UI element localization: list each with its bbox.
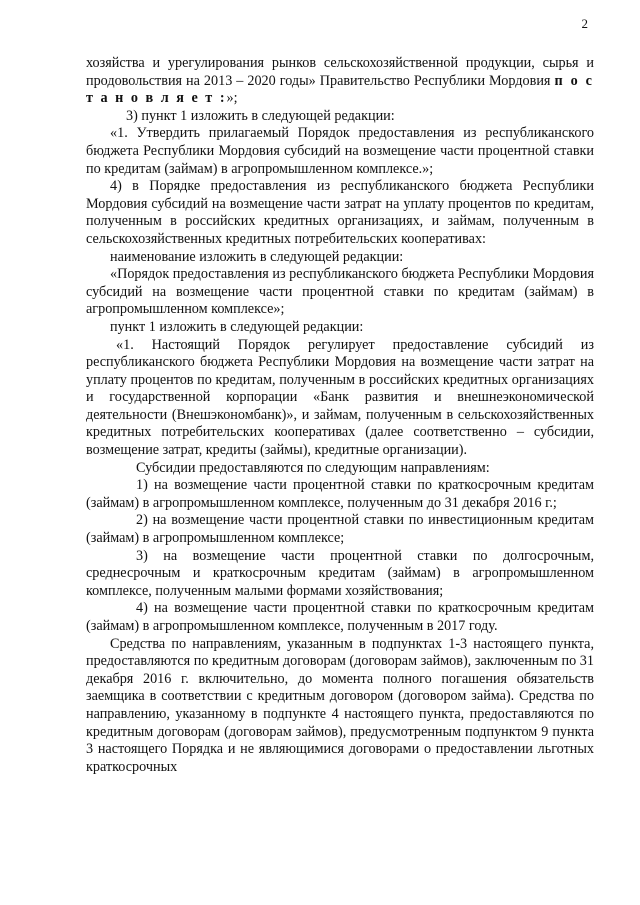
paragraph-preamble: [86, 55, 594, 108]
paragraph-funding-terms: Средства по направлениям, указанным в подпунктах 1-3 настоящего пункта, предоставляются по кредитным договорам (договорам займов), заключенным по 31 декабря 2016 г. включительно, до момента полного погашения обязательств заемщика в соответствии с кредитным договором (договором займа). Средства по направлению, указанному в подпункте 4 настоящего пункта, предоставляются по кредитным договорам (договорам займов), предусмотренным подпунктом 9 пункта 3 настоящего Порядка и не являющимися договорами о предоставлении льготных краткосрочных: [86, 635, 594, 775]
paragraph-direction-4: 4) на возмещение части процентной ставки по краткосрочным кредитам (займам) в агропромышленном комплексе, полученным в 2017 году.: [86, 600, 594, 634]
paragraph-directions-intro: Субсидии предоставляются по следующим направлениям:: [136, 459, 490, 476]
paragraph-quote-point-1: «1. Утвердить прилагаемый Порядок предоставления из республиканского бюджета Республики Мордовия субсидий на возмещение части процентной ставки по кредитам (займам) в агропромышленном комплексе.»;: [86, 125, 594, 177]
paragraph-point-1-text: «1. Настоящий Порядок регулирует предоставление субсидий из республиканского бюджета Республики Мордовия на возмещение части затрат на уплату процентов по кредитам, полученным в российских кредитных организациях и государственной корпорации «Банк развития и внешнеэкономической деятельности (Внешэкономбанк)», и займам, полученным в сельскохозяйственных кредитных потребительских кооперативах (далее соответственно – субсидии, возмещение затрат, кредиты (займы), кредитные организации).: [86, 336, 594, 459]
resolution-keyword: п о с т а н о в л я е т :: [86, 72, 594, 107]
paragraph-direction-2: 2) на возмещение части процентной ставки по инвестиционным кредитам (займам) в агропромышленном комплексе;: [86, 512, 594, 547]
paragraph-item-4: 4) в Порядке предоставления из республиканского бюджета Республики Мордовия субсидий на возмещение части затрат на уплату процентов по кредитам, полученным в российских кредитных организациях, и займам, полученным в сельскохозяйственных кредитных потребительских кооперативах:: [86, 178, 594, 247]
preamble-text: хозяйства и урегулирования рынков сельскохозяйственной продукции, сырья и продовольствия на 2013 – 2020 годы» Правительство Республики Мордовия: [86, 55, 594, 89]
preamble-tail: »;: [226, 90, 238, 107]
paragraph-direction-3: 3) на возмещение части процентной ставки по долгосрочным, среднесрочным и краткосрочным кредитам (займам) в агропромышленном комплексе, полученным малыми формами хозяйствования;: [86, 547, 594, 599]
paragraph-direction-1: 1) на возмещение части процентной ставки по краткосрочным кредитам (займам) в агропромышленном комплексе, полученным до 31 декабря 2016 г.;: [86, 477, 594, 511]
document-body: [86, 55, 594, 776]
paragraph-point-1-instruction: пункт 1 изложить в следующей редакции:: [110, 318, 364, 335]
paragraph-new-title: «Порядок предоставления из республиканского бюджета Республики Мордовия субсидий на возмещение части процентной ставки по кредитам (займам) в агропромышленном комплексе»;: [86, 266, 594, 318]
paragraph-item-3: 3) пункт 1 изложить в следующей редакции:: [126, 107, 395, 124]
page-number: 2: [581, 16, 588, 31]
paragraph-title-instruction: наименование изложить в следующей редакции:: [110, 248, 404, 265]
